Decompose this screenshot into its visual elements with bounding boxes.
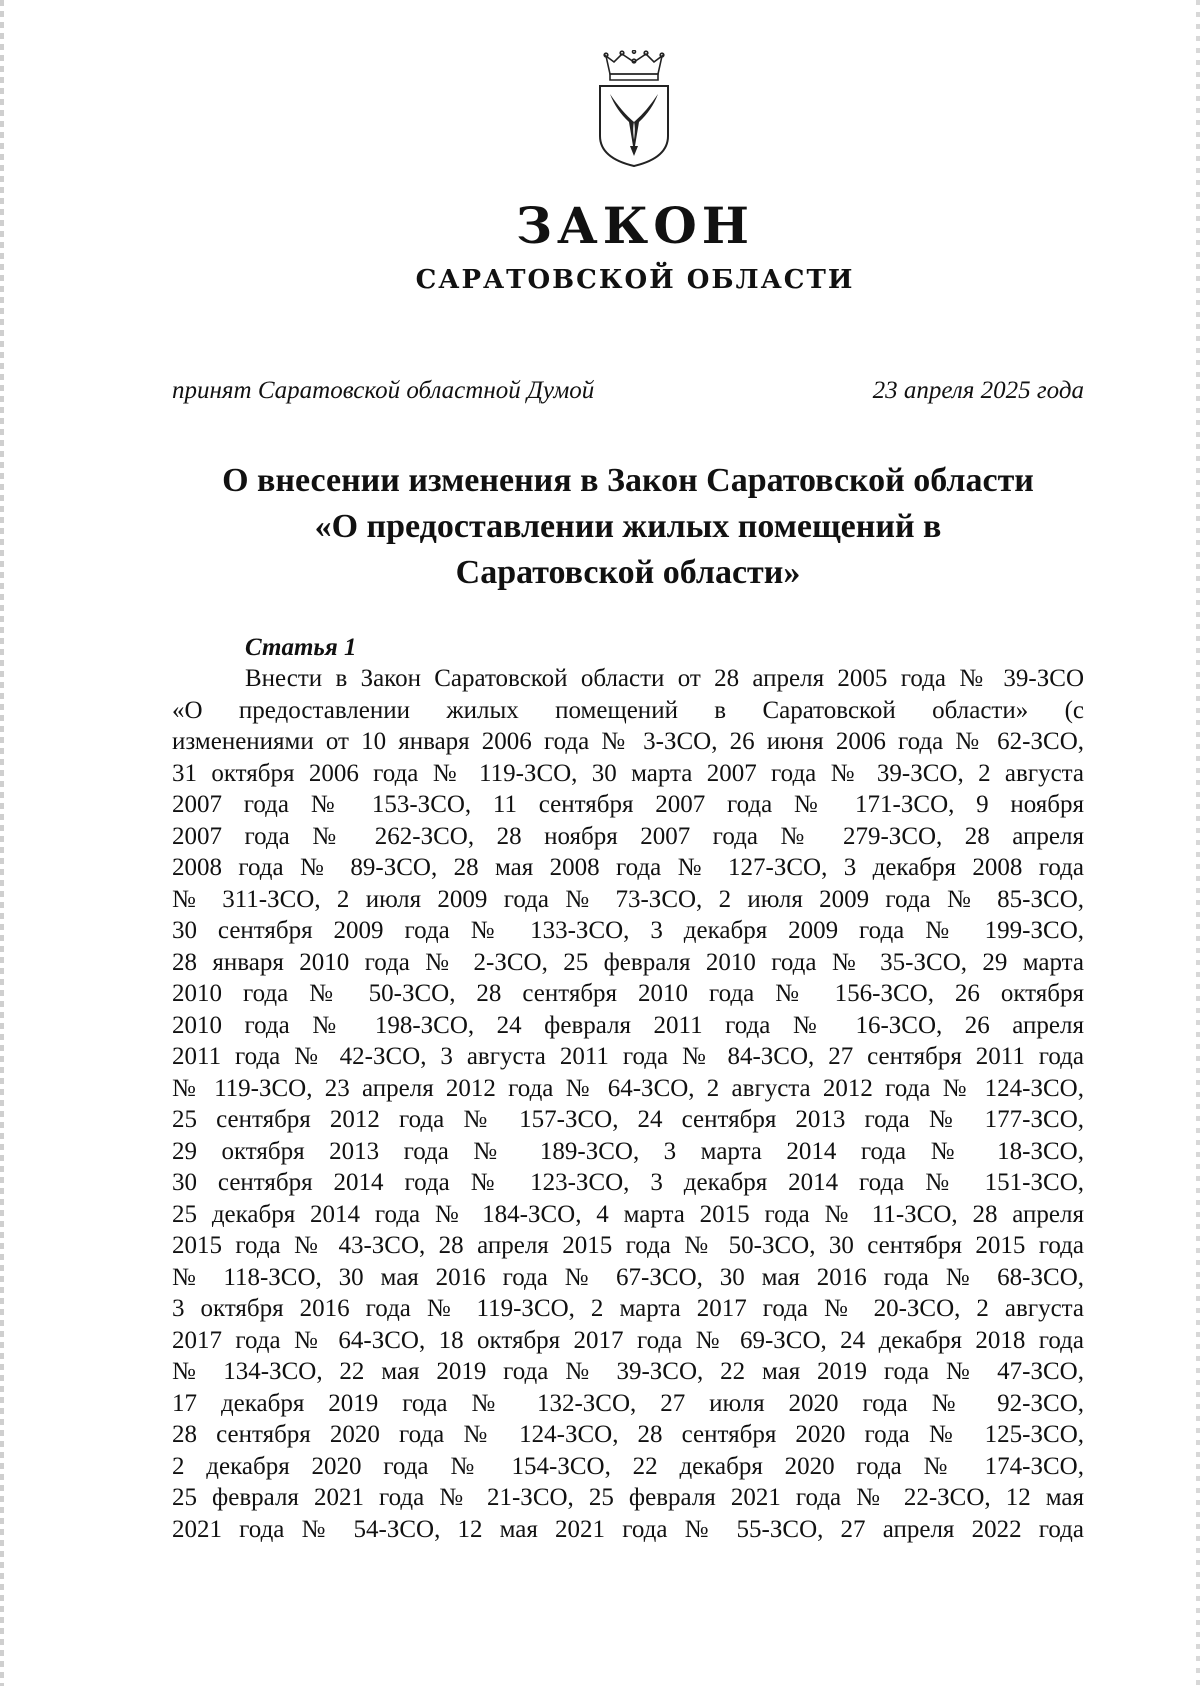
body-line: 2007 года № 153-ЗСО, 11 сентября 2007 года № 171-ЗСО, 9 ноября (172, 791, 1084, 818)
body-line: 31 октября 2006 года № 119-ЗСО, 30 марта 2007 года № 39-ЗСО, 2 августа (172, 759, 1084, 787)
body-line: 25 сентября 2012 года № 157-ЗСО, 24 сентября 2013 года № 177-ЗСО, (172, 1106, 1084, 1133)
law-subtitle: САРАТОВСКОЙ ОБЛАСТИ (415, 265, 855, 295)
body-line: 30 сентября 2014 года № 123-ЗСО, 3 декабря 2014 года № 151-ЗСО, (172, 1169, 1084, 1196)
heading-line: Саратовской области» (455, 554, 801, 591)
law-title: ЗАКОН (515, 196, 755, 255)
body-line: 25 декабря 2014 года № 184-ЗСО, 4 марта 2015 года № 11-ЗСО, 28 апреля (172, 1200, 1084, 1228)
body-line: 2010 года № 50-ЗСО, 28 сентября 2010 года № 156-ЗСО, 26 октября (172, 980, 1084, 1007)
body-line: № 134-ЗСО, 22 мая 2019 года № 39-ЗСО, 22 мая 2019 года № 47-ЗСО, (172, 1358, 1084, 1385)
body-line: № 311-ЗСО, 2 июля 2009 года № 73-ЗСО, 2 июля 2009 года № 85-ЗСО, (172, 885, 1084, 913)
body-line: 2015 года № 43-ЗСО, 28 апреля 2015 года № 50-ЗСО, 30 сентября 2015 года (172, 1232, 1084, 1259)
body-line: 17 декабря 2019 года № 132-ЗСО, 27 июля 2020 года № 92-ЗСО, (172, 1389, 1084, 1417)
body-line: 3 октября 2016 года № 119-ЗСО, 2 марта 2017 года № 20-ЗСО, 2 августа (172, 1295, 1084, 1322)
body-line: 2008 года № 89-ЗСО, 28 мая 2008 года № 127-ЗСО, 3 декабря 2008 года (172, 854, 1084, 881)
body-line: № 119-ЗСО, 23 апреля 2012 года № 64-ЗСО, 2 августа 2012 года № 124-ЗСО, (172, 1074, 1084, 1102)
saratov-coat-of-arms-icon (596, 50, 672, 168)
heading-line: «О предоставлении жилых помещений в (314, 508, 942, 545)
body-line: 2 декабря 2020 года № 154-ЗСО, 22 декабря 2020 года № 174-ЗСО, (172, 1452, 1084, 1480)
body-line: № 118-ЗСО, 30 мая 2016 года № 67-ЗСО, 30 мая 2016 года № 68-ЗСО, (172, 1263, 1084, 1291)
body-line: 2011 года № 42-ЗСО, 3 августа 2011 года № 84-ЗСО, 27 сентября 2011 года (172, 1043, 1084, 1070)
adoption-date: 23 апреля 2025 года (872, 377, 1084, 404)
body-line: 2021 года № 54-ЗСО, 12 мая 2021 года № 55-ЗСО, 27 апреля 2022 года (172, 1515, 1084, 1543)
body-line: Внести в Закон Саратовской области от 28 апреля 2005 года № 39-ЗСО (245, 665, 1084, 692)
body-line: 28 января 2010 года № 2-ЗСО, 25 февраля 2010 года № 35-ЗСО, 29 марта (172, 948, 1084, 976)
heading-line: О внесении изменения в Закон Саратовской области (222, 462, 1034, 499)
body-line: 2010 года № 198-ЗСО, 24 февраля 2011 года № 16-ЗСО, 26 апреля (172, 1011, 1084, 1039)
article-label: Статья 1 (245, 634, 357, 661)
document-heading (172, 458, 1084, 596)
body-line: изменениями от 10 января 2006 года № 3-ЗСО, 26 июня 2006 года № 62-ЗСО, (172, 728, 1084, 755)
adopted-by: принят Саратовской областной Думой (172, 377, 595, 404)
article-body (172, 663, 1084, 1545)
body-line: 25 февраля 2021 года № 21-ЗСО, 25 февраля 2021 года № 22-ЗСО, 12 мая (172, 1484, 1084, 1511)
body-line: 30 сентября 2009 года № 133-ЗСО, 3 декабря 2009 года № 199-ЗСО, (172, 917, 1084, 944)
body-line: «О предоставлении жилых помещений в Саратовской области» (с (172, 696, 1084, 724)
body-line: 29 октября 2013 года № 189-ЗСО, 3 марта 2014 года № 18-ЗСО, (172, 1137, 1084, 1165)
body-line: 2007 года № 262-ЗСО, 28 ноября 2007 года № 279-ЗСО, 28 апреля (172, 822, 1084, 850)
body-line: 2017 года № 64-ЗСО, 18 октября 2017 года № 69-ЗСО, 24 декабря 2018 года (172, 1326, 1084, 1354)
body-line: 28 сентября 2020 года № 124-ЗСО, 28 сентября 2020 года № 125-ЗСО, (172, 1421, 1084, 1448)
